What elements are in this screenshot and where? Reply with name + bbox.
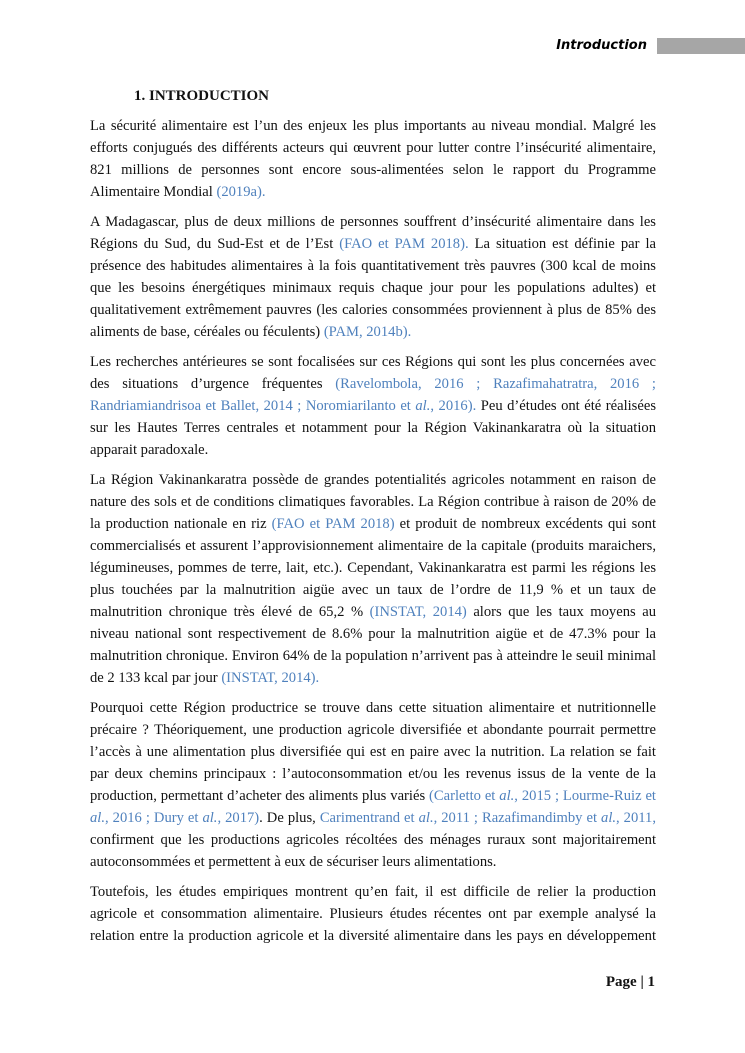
paragraph [90,115,656,203]
citation: al. [90,810,105,826]
paragraph [90,469,656,689]
text-run: La Région Vakinankaratra possède de grandes potentialités agricoles notamment en raison de nature des sols et de conditions climatiques favorables. La Région contribue à raison de 20% de la production nationale en riz [90,472,656,532]
citation: (FAO et PAM 2018) [271,516,395,532]
text-run: et produit de nombreux excédents qui sont commercialisés et assurent l’approvisionnement alimentaire de la capitale (produits maraichers, légumineuses, pommes de terre, lait, etc.). Cependant, Vakinankaratra est parmi les régions les plus touchées par la malnutrition aigüe avec un taux de l’ordre de 11,9 % et un taux de malnutrition chronique très élevé de 65,2 % [90,516,656,620]
section-heading: 1. INTRODUCTION [134,88,270,104]
running-header-title: Introduction [556,38,647,53]
paragraph [90,351,656,461]
text-run: Toutefois, les études empiriques montrent qu’en fait, il est difficile de relier la production agricole et consommation alimentaire. Plusieurs études récentes ont par exemple analysé la relation entre la production agricole et la diversité alimentaire dans les pays en développement [90,884,656,944]
paragraph [90,881,656,947]
citation: al. [415,398,431,414]
citation: , 2016 ; Dury et [105,810,203,826]
text-run: confirment que les productions agricoles récoltées des ménages ruraux sont majoritairement autoconsommées et permettent à eux de sécuriser leurs alimentations. [90,832,656,870]
citation: al. [499,788,515,804]
citation: (INSTAT, 2014). [221,670,320,686]
citation: al. [418,810,434,826]
page-number: Page | 1 [605,974,655,990]
text-run: Pourquoi cette Région productrice se trouve dans cette situation alimentaire et nutritionnelle précaire ? Théoriquement, une production agricole diversifiée et abondante pourrait permettre l’accès à une alimentation plus diversifiée qui est en paire avec la nutrition. La relation se fait par deux chemins principaux : l’autoconsommation et/ou les revenus issus de la vente de la production, permettant d’acheter des aliments plus variés [90,700,656,804]
citation: (INSTAT, 2014) [369,604,467,620]
citation: Carimentrand et [319,810,419,826]
paragraph [90,697,656,873]
citation: (2019a). [216,184,266,200]
paragraph [90,211,656,343]
citation: , 2016). [430,398,477,414]
citation: (FAO et PAM 2018). [339,236,469,252]
text-run: La sécurité alimentaire est l’un des enjeux les plus importants au niveau mondial. Malgré les efforts conjugués des différents acteurs qui œuvrent pour lutter contre l’insécurité alimentaire, 821 millions de personnes sont encore sous-alimentées selon le rapport du Programme Alimentaire Mondial [90,118,656,200]
citation: al. [202,810,218,826]
citation: (PAM, 2014b). [323,324,412,340]
text-run: alors que les taux moyens au niveau national sont respectivement de 8.6% pour la malnutrition aigüe et de 47.3% pour la malnutrition chronique. Environ 64% de la population n’arrivent pas à atteindre le seuil minimal de 2 133 kcal par jour [90,604,657,686]
text-run: La situation est définie par la présence des habitudes alimentaires à la fois quantitativement très pauvres (300 kcal de moins que les besoins énergétiques minimaux requis chaque jour pour les populations adultes) et qualitativement extrêmement pauvres (les calories consommées proviennent à plus de 85% des aliments de base, céréales ou féculents) [90,236,656,340]
citation: (Carletto et [429,788,500,804]
citation: , 2011 ; Razafimandimby et [433,810,602,826]
text-run: Peu d’études ont été réalisées sur les Hautes Terres centrales et notamment pour la Région Vakinankaratra où la situation apparait paradoxale. [90,398,656,458]
text-run: A Madagascar, plus de deux millions de personnes souffrent d’insécurité alimentaire dans les Régions du Sud, du Sud-Est et de l’Est [90,214,656,252]
text-run: . De plus, [259,810,320,826]
citation: , 2017) [217,810,260,826]
text-run: Les recherches antérieures se sont focalisées sur ces Régions qui sont les plus concernées avec des situations d’urgence fréquentes [90,354,656,392]
header-bar [657,38,745,54]
citation: al. [601,810,617,826]
citation: , 2011, [616,810,656,826]
citation: , 2015 ; Lourme-Ruiz et [514,788,656,804]
citation: (Ravelombola, 2016 ; Razafimahatratra, 2016 ; Randriamiandrisoa et Ballet, 2014 ; Noromiarilanto et [90,376,656,414]
document-body [90,115,656,955]
